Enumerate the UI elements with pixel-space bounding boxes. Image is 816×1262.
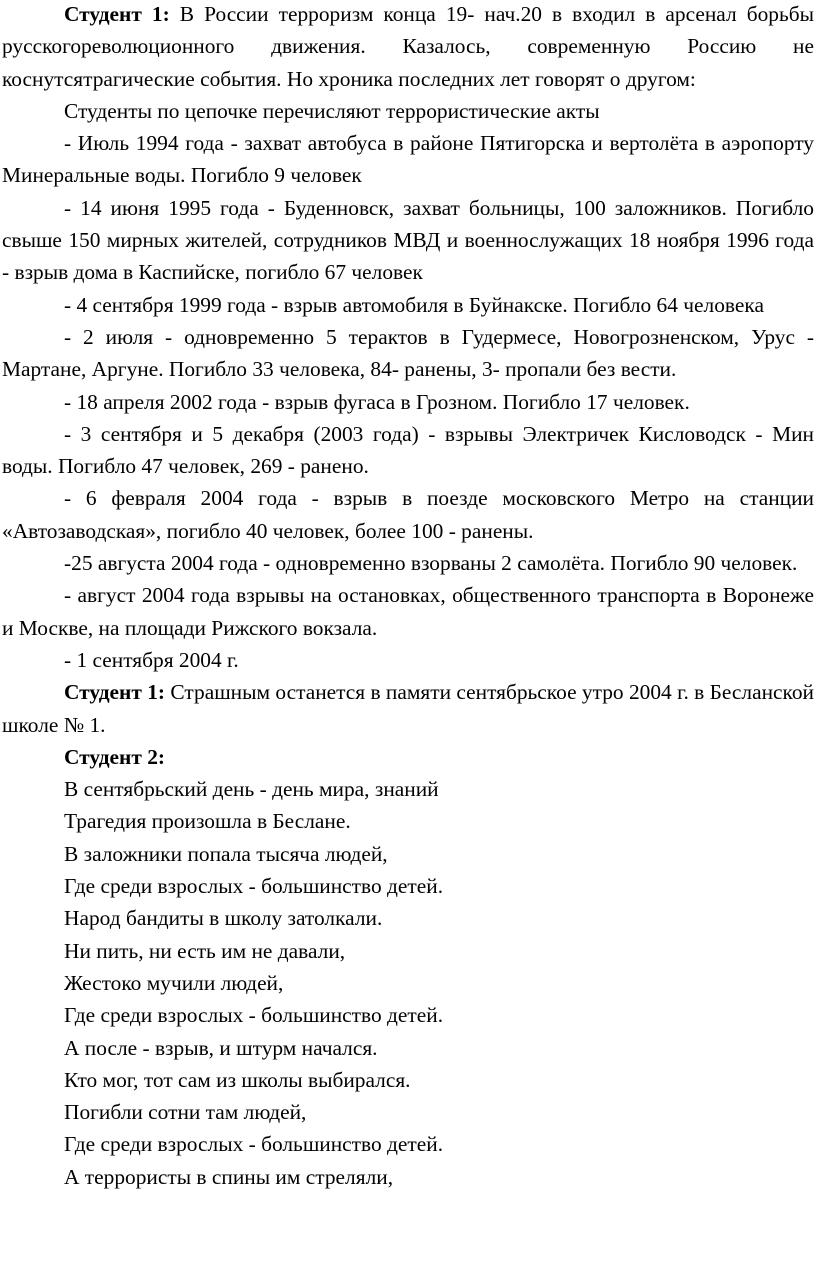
poem-line: А террористы в спины им стреляли,	[64, 1164, 394, 1189]
event-item: - 18 апреля 2002 года - взрыв фугаса в Грозном. Погибло 17 человек.	[64, 389, 690, 414]
intro-text: В России терроризм конца 19- нач.20 в входил в арсенал борьбы русскогореволюционного движения. Казалось, современную Россию не коснутсятрагические события. Но хроника последних лет говорят о другом:	[2, 2, 814, 91]
intro-paragraph	[2, 0, 814, 95]
poem-line: Кто мог, тот сам из школы выбирался.	[64, 1067, 411, 1092]
poem-line: Где среди взрослых - большинство детей.	[64, 874, 444, 899]
poem-line: В заложники попала тысяча людей,	[64, 841, 388, 866]
event-item: - 6 февраля 2004 года - взрыв в поезде московского Метро на станции «Автозаводская», погибло 40 человек, более 100 - ранены.	[2, 486, 814, 543]
beslan-text: Страшным останется в памяти сентябрьское утро 2004 г. в Бесланской школе № 1.	[2, 680, 814, 737]
speaker-label: Студент 1:	[64, 680, 166, 705]
event-item: - август 2004 года взрывы на остановках, общественного транспорта в Воронеже и Москве, на площади Рижского вокзала.	[2, 583, 814, 640]
event-item: - 2 июля - одновременно 5 терактов в Гудермесе, Новогрозненском, Урус - Мартане, Аргуне. Погибло 33 человека, 84- ранены, 3- пропали без вести.	[2, 324, 814, 382]
poem-line: А после - взрыв, и штурм начался.	[64, 1035, 378, 1060]
event-item: - 14 июня 1995 года - Буденновск, захват больницы, 100 заложников. Погибло свыше 150 мирных жителей, сотрудников МВД и военнослужащих 18 ноября 1996 года - взрыв дома в Каспийске, погибло 67 человек	[2, 195, 814, 285]
event-item: - Июль 1994 года - захват автобуса в районе Пятигорска и вертолёта в аэропорту Минеральные воды. Погибло 9 человек	[2, 131, 814, 188]
event-item: - 3 сентября и 5 декабря (2003 года) - взрывы Электричек Кисловодск - Мин воды. Погибло 47 человек, 269 - ранено.	[2, 421, 814, 479]
event-item: - 1 сентября 2004 г.	[64, 647, 239, 672]
beslan-paragraph	[2, 676, 814, 741]
chain-intro: Студенты по цепочке перечисляют террористические акты	[64, 98, 600, 123]
poem-line: Народ бандиты в школу затолкали.	[64, 906, 383, 931]
event-item: -25 августа 2004 года - одновременно взорваны 2 самолёта. Погибло 90 человек.	[64, 551, 798, 576]
poem-line: Жестоко мучили людей,	[64, 970, 284, 995]
poem-line: Трагедия произошла в Беслане.	[64, 809, 351, 834]
poem-line: Ни пить, ни есть им не давали,	[64, 938, 346, 963]
poem-line: Погибли сотни там людей,	[64, 1100, 307, 1125]
poem-line: В сентябрьский день - день мира, знаний	[64, 777, 439, 802]
poem-line: Где среди взрослых - большинство детей.	[64, 1003, 444, 1028]
event-item: - 4 сентября 1999 года - взрыв автомобиля в Буйнакске. Погибло 64 человека	[64, 292, 764, 317]
poem-speaker: Студент 2:	[64, 744, 166, 769]
speaker-label: Студент 1:	[64, 2, 170, 26]
poem-line: Где среди взрослых - большинство детей.	[64, 1132, 444, 1157]
